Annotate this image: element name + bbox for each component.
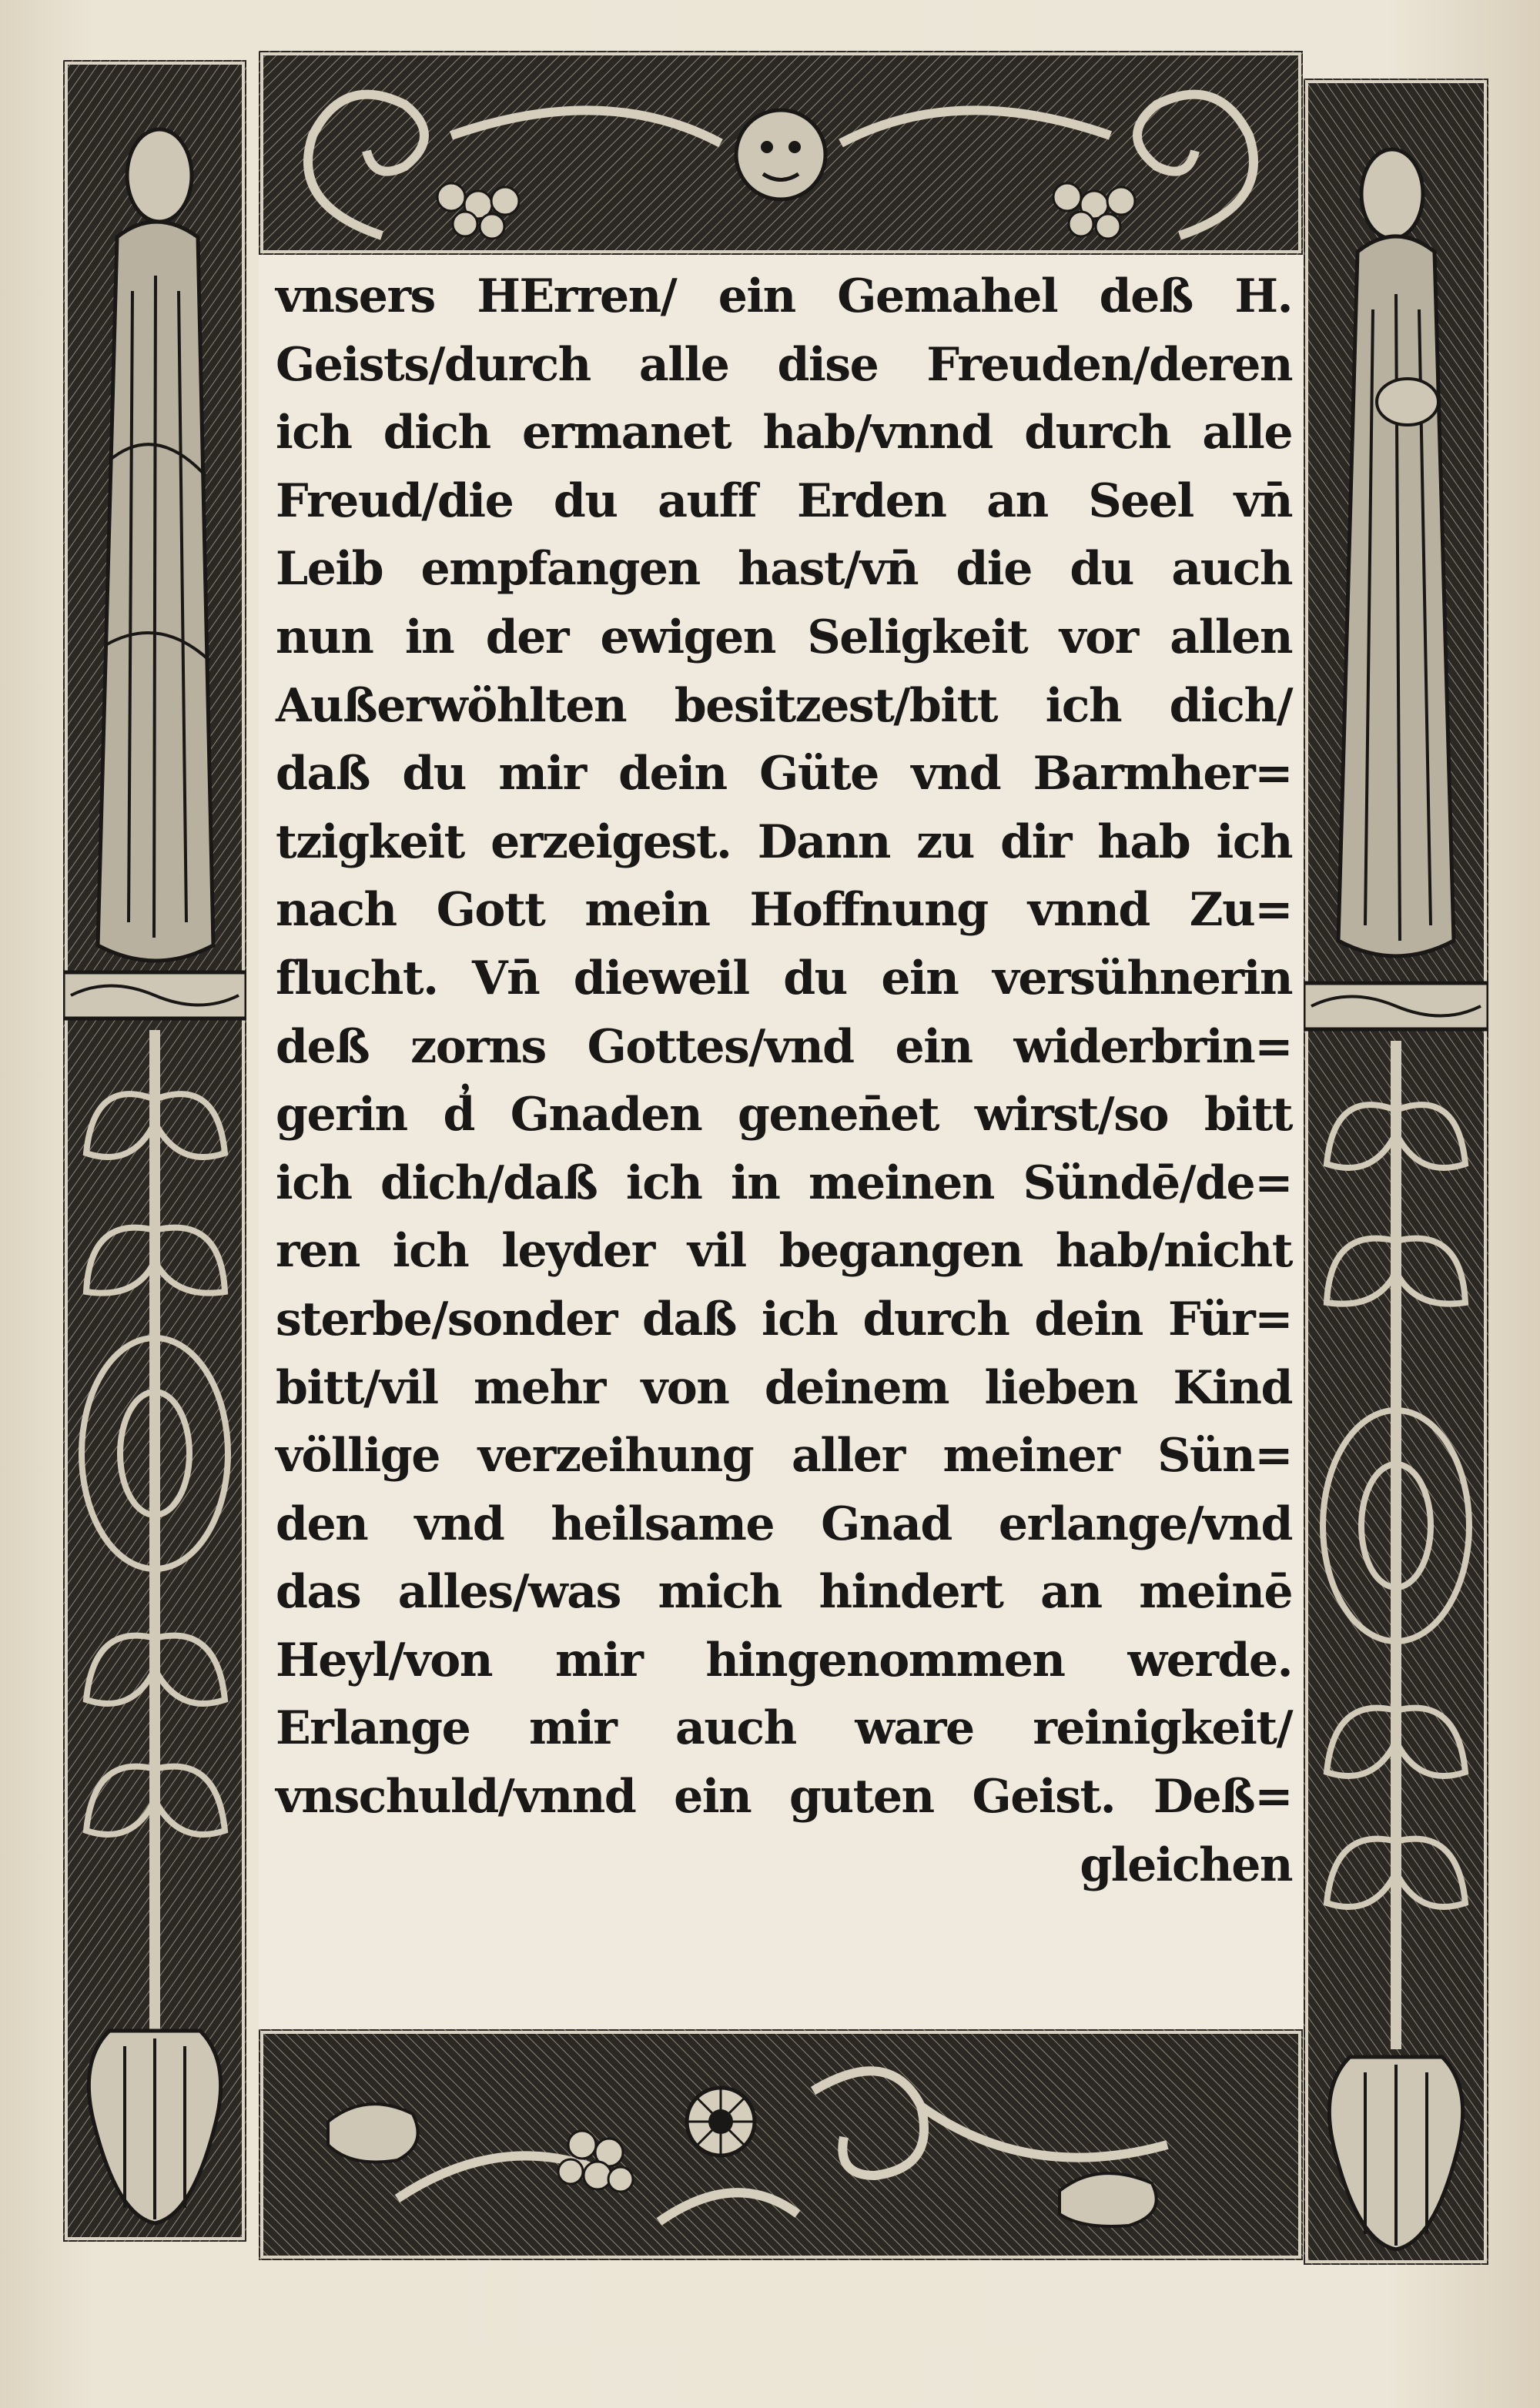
text-line: flucht. Vn̄ dieweil du ein versühnerin xyxy=(276,951,1292,1005)
text-line: ich dich/daß ich in meinen Sündē/de= xyxy=(276,1156,1292,1210)
left-ornamental-border xyxy=(63,60,246,2242)
scroll-rosette-woodcut-icon xyxy=(259,2029,1303,2260)
rosette-icon xyxy=(687,2088,755,2155)
standing-figure-woodcut-icon xyxy=(1304,79,1488,2265)
text-line: Erlange mir auch ware reinigkeit/ xyxy=(276,1701,1292,1756)
text-line: das alles/was mich hindert an meinē xyxy=(276,1565,1292,1620)
text-line: ich dich ermanet hab/vnnd durch alle xyxy=(276,406,1292,460)
text-line: Leib empfangen hast/vn̄ die du auch xyxy=(276,542,1292,597)
scroll-and-fruit-woodcut-icon xyxy=(259,51,1303,255)
right-ornamental-border xyxy=(1304,79,1488,2265)
text-line: deß zorns Gottes/vnd ein widerbrin= xyxy=(276,1019,1292,1074)
text-line: Geists/durch alle dise Freuden/deren xyxy=(276,337,1292,392)
text-line: daß du mir dein Güte vnd Barmher= xyxy=(276,747,1292,801)
text-line: Heyl/von mir hingenommen werde. xyxy=(276,1633,1292,1687)
text-line: sterbe/sonder daß ich durch dein Für= xyxy=(276,1292,1292,1346)
text-line: nun in der ewigen Seligkeit vor allen xyxy=(276,610,1292,664)
text-line: ren ich leyder vil begangen hab/nicht xyxy=(276,1224,1292,1279)
text-line: Außerwöhlten besitzest/bitt ich dich/ xyxy=(276,678,1292,733)
text-line: den vnd heilsame Gnad erlange/vnd xyxy=(276,1497,1292,1551)
bottom-ornamental-border xyxy=(259,2029,1303,2260)
text-line: völlige verzeihung aller meiner Sün= xyxy=(276,1429,1292,1483)
text-line: nach Gott mein Hoffnung vnnd Zu= xyxy=(276,883,1292,938)
text-panel xyxy=(259,255,1303,2029)
text-line: vnschuld/vnnd ein guten Geist. Deß= xyxy=(276,1770,1292,1824)
text-line: vnsers HErren/ ein Gemahel deß H. xyxy=(276,269,1292,323)
text-line: gerin d̓ Gnaden genen̄et wirst/so bitt xyxy=(276,1088,1292,1142)
standing-saint-woodcut-icon xyxy=(63,60,246,2242)
prayer-text xyxy=(276,263,1292,1899)
text-line: tzigkeit erzeigest. Dann zu dir hab ich xyxy=(276,814,1292,869)
top-ornamental-border xyxy=(259,51,1303,255)
text-line: bitt/vil mehr von deinem lieben Kind xyxy=(276,1360,1292,1415)
text-line: Freud/die du auff Erden an Seel vn̄ xyxy=(276,473,1292,528)
text-line: gleichen xyxy=(1080,1838,1292,1892)
